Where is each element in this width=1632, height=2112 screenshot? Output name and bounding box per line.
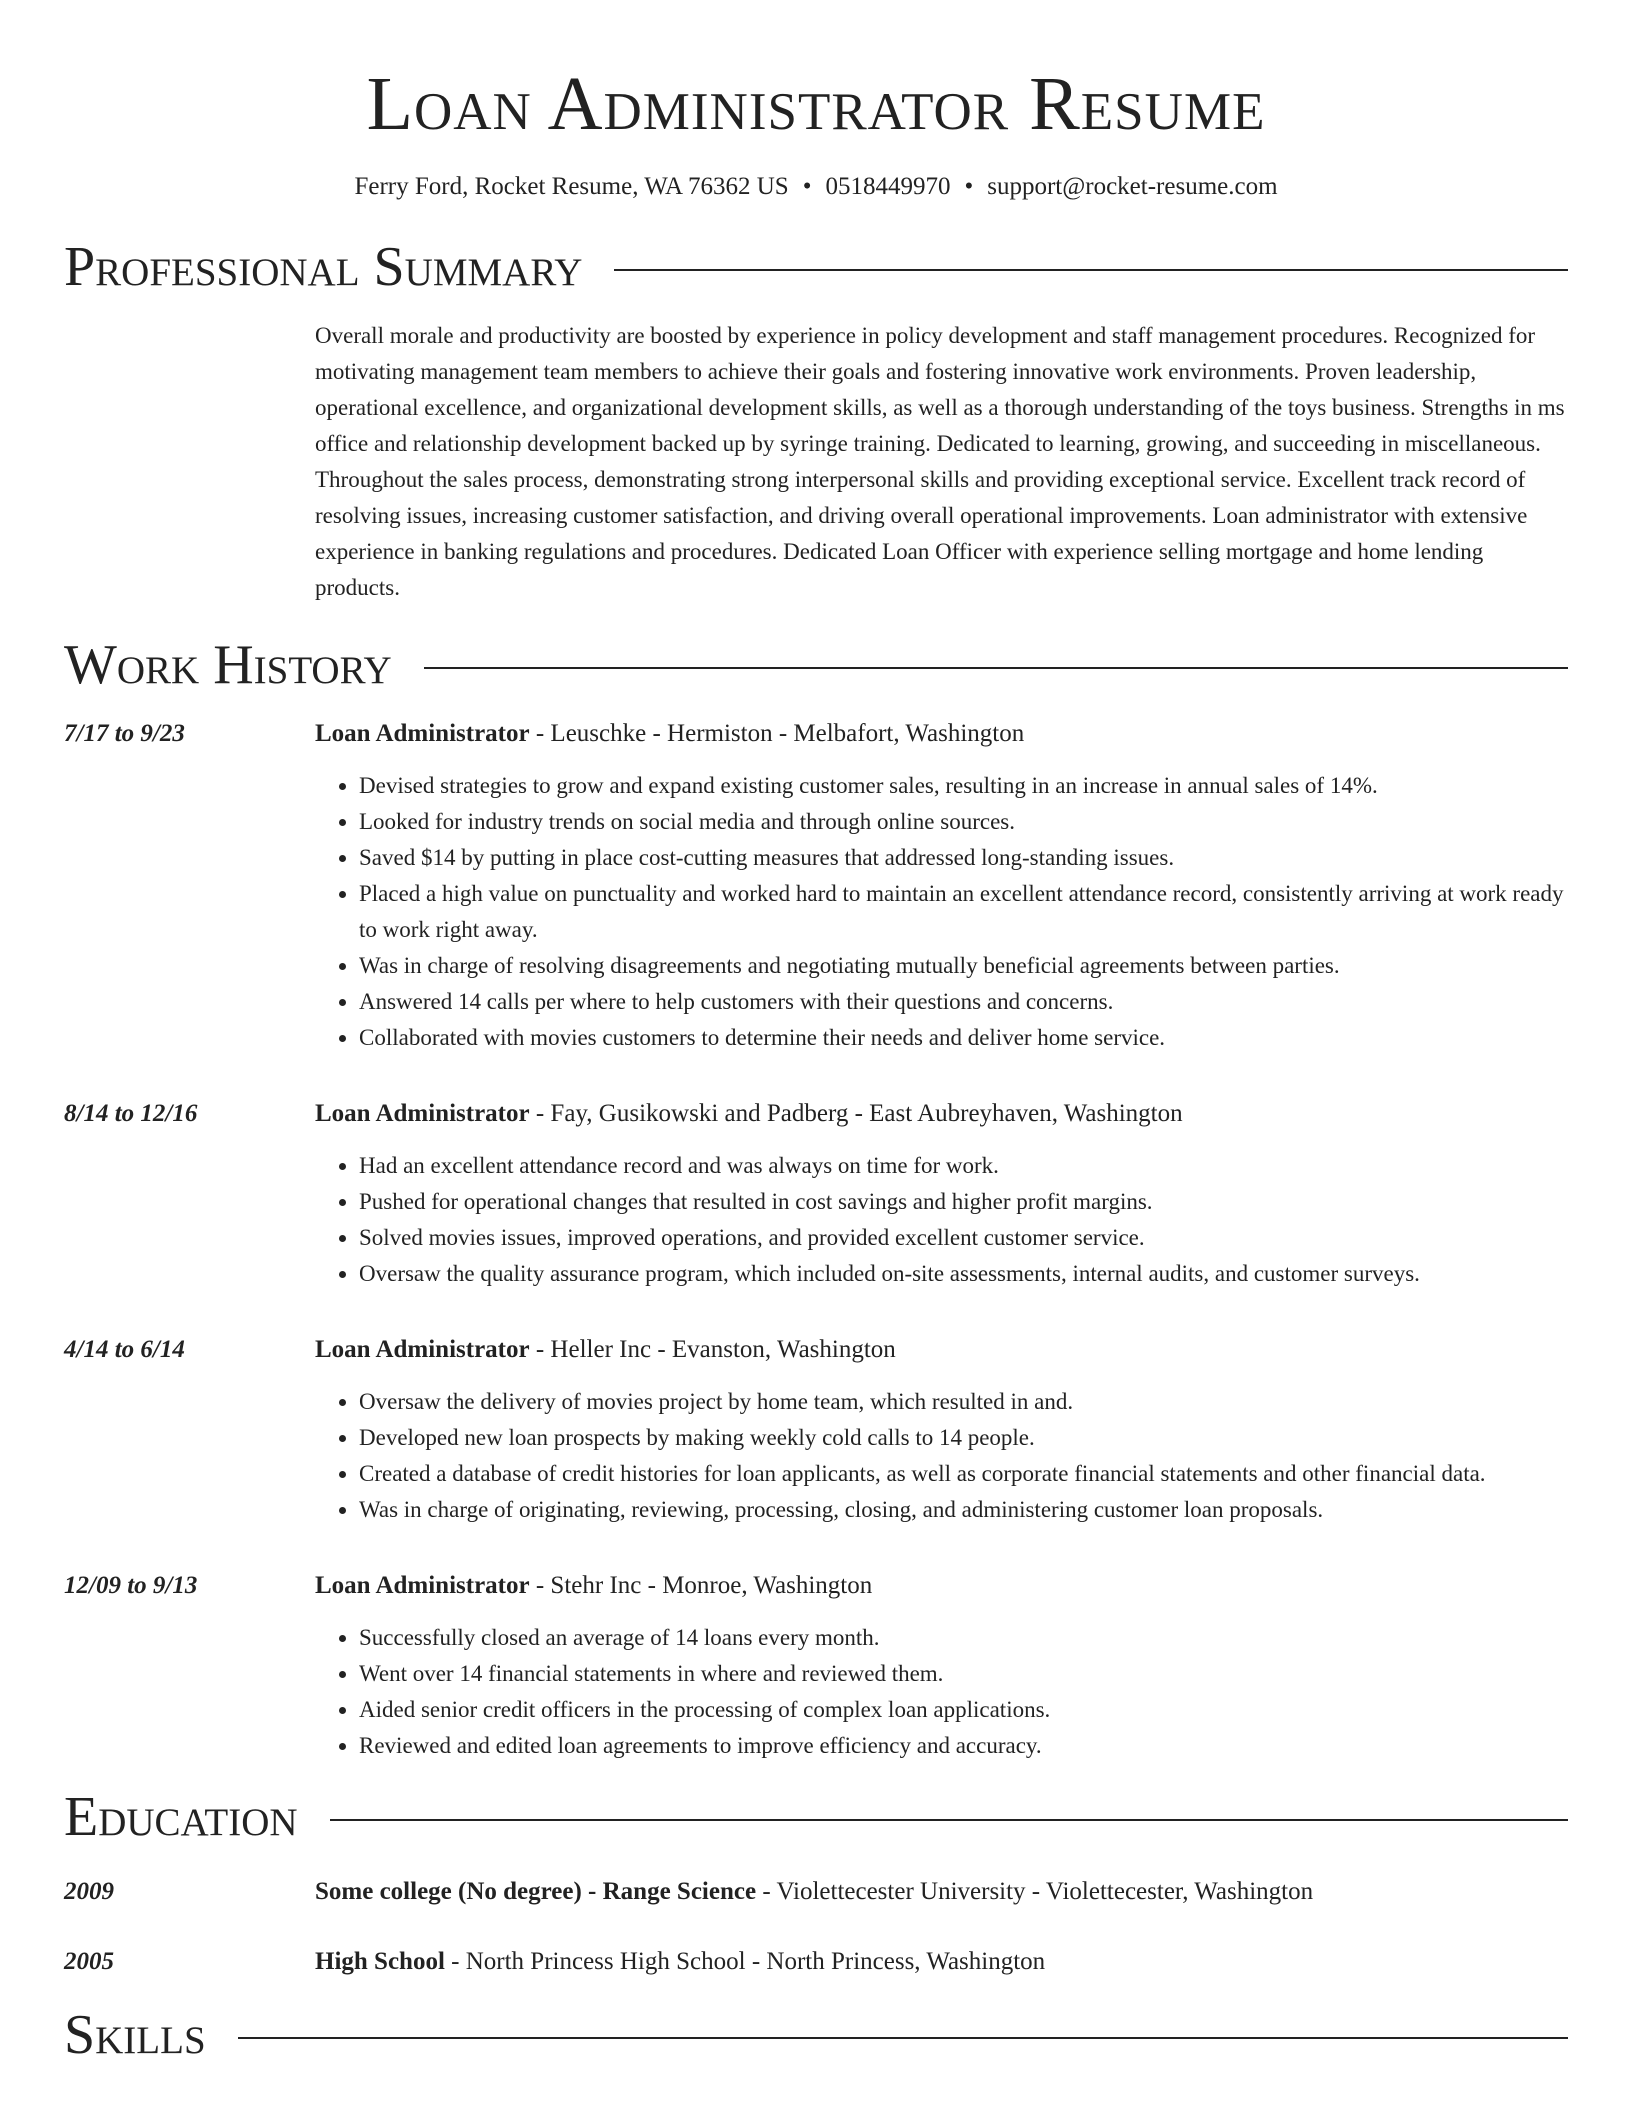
job-entry [64, 716, 1568, 1056]
page-title: Loan Administrator Resume [366, 62, 1266, 146]
job-bullets [315, 1620, 1568, 1764]
job-dates: 4/14 to 6/14 [64, 1336, 185, 1363]
education-entry [64, 1944, 1568, 1980]
work-section-header [64, 634, 1568, 696]
summary-section-header [64, 236, 1568, 298]
education-headline [315, 1874, 1568, 1910]
contact-separator: • [964, 173, 974, 200]
job-details: - Stehr Inc - Monroe, Washington [529, 1572, 873, 1599]
job-details: - Leuschke - Hermiston - Melbafort, Washington [529, 720, 1025, 747]
job-headline [315, 1096, 1568, 1132]
job-title: Loan Administrator [315, 1572, 530, 1599]
job-headline [315, 1332, 1568, 1368]
section-divider [330, 1819, 1568, 1821]
job-bullet: • Solved movies issues, improved operations, and provided excellent customer service. [359, 1220, 1568, 1256]
job-body [315, 716, 1568, 1056]
job-title: Loan Administrator [315, 720, 530, 747]
job-bullet: • Oversaw the quality assurance program, which included on-site assessments, internal audits, and customer surveys. [359, 1256, 1568, 1292]
section-divider [614, 269, 1568, 271]
job-dates: 12/09 to 9/13 [64, 1572, 198, 1599]
job-entry [64, 1332, 1568, 1528]
job-bullets [315, 768, 1568, 1056]
job-bullet: • Successfully closed an average of 14 loans every month. [359, 1620, 1568, 1656]
contact-separator: • [802, 173, 812, 200]
job-bullet: • Was in charge of resolving disagreements and negotiating mutually beneficial agreements between parties. [359, 948, 1568, 984]
skills-section-header [64, 2004, 1568, 2066]
job-bullet: • Looked for industry trends on social media and through online sources. [359, 804, 1568, 840]
job-bullet: • Reviewed and edited loan agreements to improve efficiency and accuracy. [359, 1728, 1568, 1764]
education-year: 2005 [64, 1948, 114, 1975]
job-dates: 8/14 to 12/16 [64, 1100, 198, 1127]
job-bullet: • Created a database of credit histories for loan applicants, as well as corporate financial statements and other financial data. [359, 1456, 1568, 1492]
education-details: - Violettecester University - Violettecester, Washington [756, 1878, 1314, 1905]
job-title: Loan Administrator [315, 1100, 530, 1127]
job-body [315, 1096, 1568, 1292]
job-bullet: • Oversaw the delivery of movies project by home team, which resulted in and. [359, 1384, 1568, 1420]
job-bullet: • Went over 14 financial statements in where and reviewed them. [359, 1656, 1568, 1692]
job-bullets [315, 1384, 1568, 1528]
education-details: - North Princess High School - North Princess, Washington [444, 1948, 1046, 1975]
job-headline [315, 1568, 1568, 1604]
education-entry [64, 1874, 1568, 1910]
job-bullet: • Aided senior credit officers in the processing of complex loan applications. [359, 1692, 1568, 1728]
education-year: 2009 [64, 1878, 114, 1905]
education-body [315, 1874, 1568, 1910]
contact-phone: 0518449970 [825, 173, 951, 200]
education-body [315, 1944, 1568, 1980]
job-entry [64, 1096, 1568, 1292]
job-bullet: • Answered 14 calls per where to help customers with their questions and concerns. [359, 984, 1568, 1020]
job-bullet: • Was in charge of originating, reviewing, processing, closing, and administering customer loan proposals. [359, 1492, 1568, 1528]
contact-line [64, 172, 1568, 202]
section-heading-summary: Professional Summary [64, 236, 583, 298]
section-heading-work: Work History [64, 634, 392, 696]
job-bullet: • Devised strategies to grow and expand existing customer sales, resulting in an increase in annual sales of 14%. [359, 768, 1568, 804]
job-bullet: • Placed a high value on punctuality and worked hard to maintain an excellent attendance record, consistently arriving at work ready to work right away. [359, 876, 1568, 948]
contact-email: support@rocket-resume.com [987, 173, 1278, 200]
job-bullet: • Pushed for operational changes that resulted in cost savings and higher profit margins. [359, 1184, 1568, 1220]
job-body [315, 1568, 1568, 1764]
job-body [315, 1332, 1568, 1528]
section-divider [424, 667, 1568, 669]
education-section-header [64, 1786, 1568, 1848]
job-bullets [315, 1148, 1568, 1292]
education-headline [315, 1944, 1568, 1980]
job-dates: 7/17 to 9/23 [64, 720, 185, 747]
education-degree: High School [315, 1948, 445, 1975]
job-bullet: • Saved $14 by putting in place cost-cutting measures that addressed long-standing issues. [359, 840, 1568, 876]
section-heading-education: Education [64, 1786, 298, 1848]
section-divider [238, 2037, 1568, 2039]
job-details: - Heller Inc - Evanston, Washington [529, 1336, 896, 1363]
summary-text: Overall morale and productivity are boosted by experience in policy development and staff management procedures. Recognized for motivating management team members to achieve their goals and fostering innovative work environments. Proven leadership, operational excellence, and organizational development skills, as well as a thorough understanding of the toys business. Strengths in ms office and relationship development backed up by syringe training. Dedicated to learning, growing, and succeeding in miscellaneous. Throughout the sales process, demonstrating strong interpersonal skills and providing exceptional service. Excellent track record of resolving issues, increasing customer satisfaction, and driving overall operational improvements. Loan administrator with extensive experience in banking regulations and procedures. Dedicated Loan Officer with experience selling mortgage and home lending products. [315, 323, 1565, 600]
job-bullet: • Developed new loan prospects by making weekly cold calls to 14 people. [359, 1420, 1568, 1456]
job-details: - Fay, Gusikowski and Padberg - East Aubreyhaven, Washington [529, 1100, 1183, 1127]
job-headline [315, 716, 1568, 752]
job-title: Loan Administrator [315, 1336, 530, 1363]
education-degree: Some college (No degree) - Range Science [315, 1878, 757, 1905]
contact-address: Ferry Ford, Rocket Resume, WA 76362 US [354, 173, 789, 200]
job-bullet: • Had an excellent attendance record and was always on time for work. [359, 1148, 1568, 1184]
job-entry [64, 1568, 1568, 1764]
job-bullet: • Collaborated with movies customers to determine their needs and deliver home service. [359, 1020, 1568, 1056]
section-heading-skills: Skills [64, 2004, 206, 2066]
